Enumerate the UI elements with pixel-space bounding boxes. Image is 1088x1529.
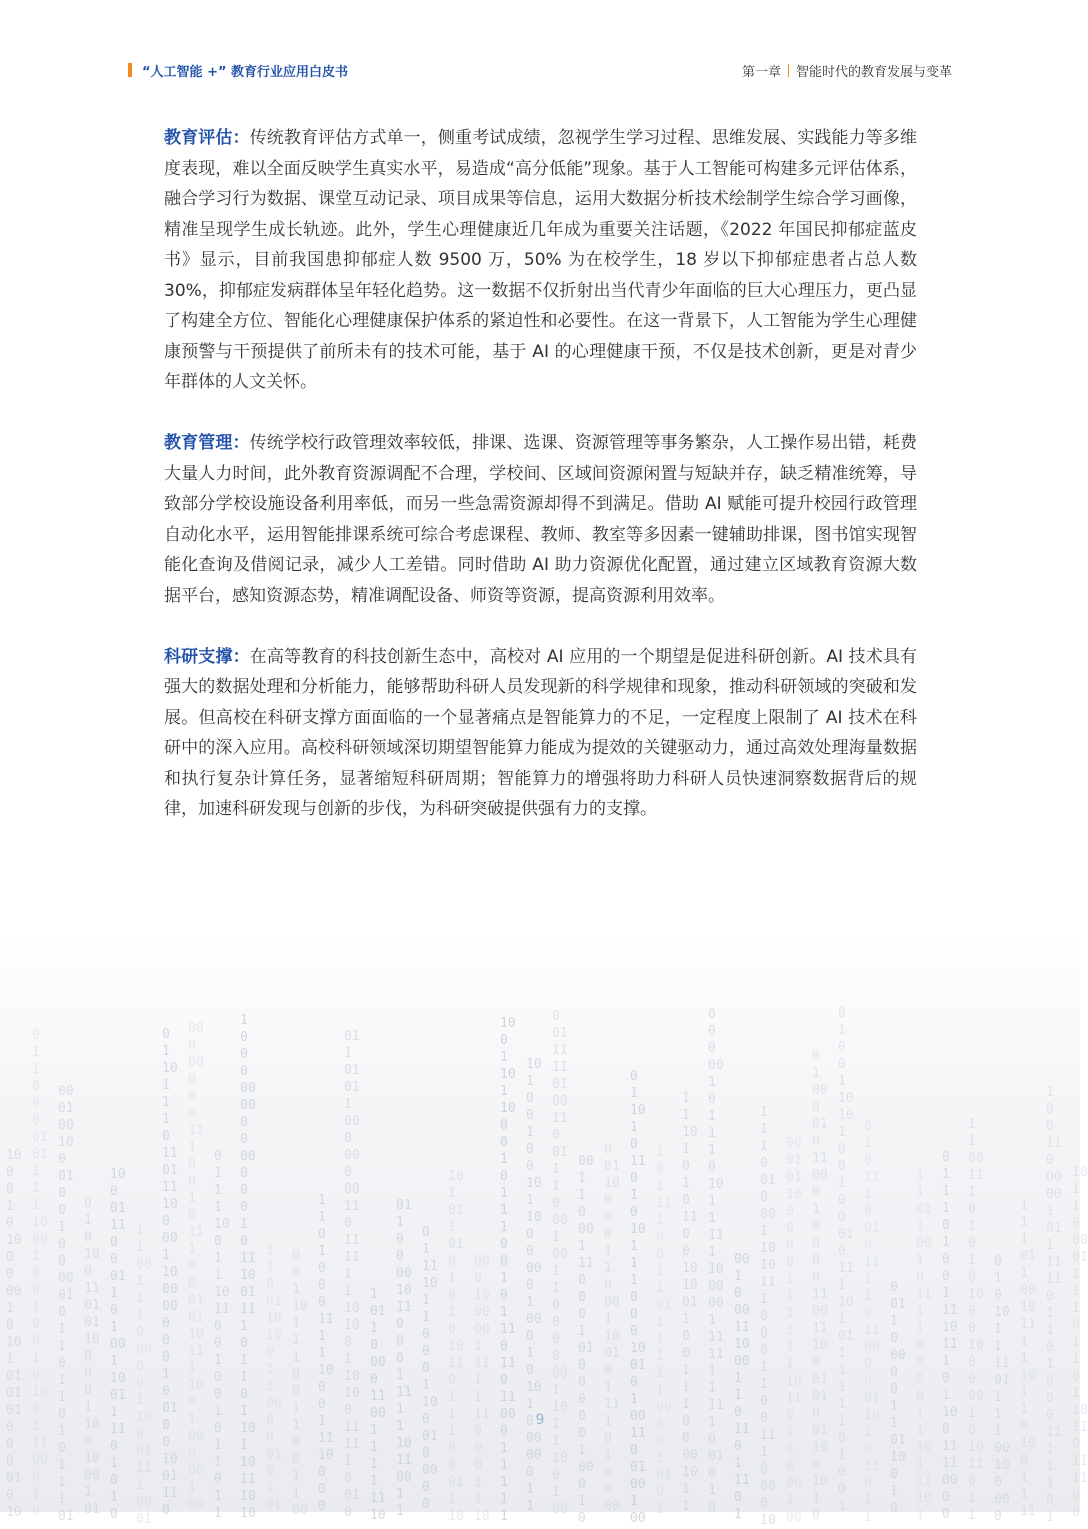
doc-title-text: “人工智能 +” 教育行业应用白皮书 <box>142 64 349 80</box>
binary-column: 0 1 0 10 1 1 11 01 1 1 1 00 10 0 00 0 <box>994 1254 1010 1524</box>
paragraph-text: 传统学校行政管理效率较低，排课、选课、资源管理等事务繁杂，人工操作易出错，耗费大量人力时间，此外教育资源调配不合理，学校间、区域间资源闲置与短缺并存，缺乏精准统筹，导致部分学校设施设备利用率低，而另一些急需资源却得不到满足。借助 AI 赋能可提升校园行政管理自动化水平，运用智能排课系统可综合考虑课程、教师、教室等多因素一键辅助排课，图书馆实现智能化查询及借阅记录，减少人工差错。同时借助 AI 助力资源优化配置，通过建立区域教育资源大数据平台，感知资源态势，精准调配设备、师资等资源，提高资源利用效率。 <box>164 433 918 606</box>
binary-column: 0 0 1 10 1 1 1 0 0 1 1 0 0 1 1 00 <box>292 1248 308 1518</box>
binary-column: 1 1 00 1 1 1 0 00 0 0 1 10 0 01 11 1 00 01 <box>136 1223 152 1527</box>
binary-column: 1 01 1 0 00 0 11 00 1 1 1 1 11 10 <box>370 1287 386 1523</box>
binary-column: 00 0 00 0 0 0 11 1 0 0 1 0 11 1 0 0 01 01 10 11 1 10 0 1 00 0 00 1 00 <box>188 1021 204 1512</box>
binary-column: 0 1 0 0 1 10 10 1 0 0 1 0 0 01 0 11 1 10 1 01 1 1 1 1 1 0 1 0 0 1 <box>838 1006 854 1514</box>
paragraph-lead: 教育评估： <box>164 128 250 148</box>
binary-column: 0 1 00 0 01 0 11 00 0 1 0 0 0 0 11 00 11 10 0 01 01 0 01 10 0 10 1 0 <box>812 1049 828 1523</box>
binary-column: 01 1 01 01 1 00 0 00 0 00 11 0 11 11 1 1 10 10 0 1 10 10 0 11 11 1 0 01 0 <box>344 1029 360 1520</box>
binary-column: 00 0 10 00 00 1 11 1 1 11 0 0 0 1 1 10 <box>474 1254 490 1524</box>
divider <box>788 64 789 77</box>
binary-rain-decoration <box>0 1000 1088 1528</box>
accent-bar <box>128 63 132 77</box>
paragraph-text: 传统教育评估方式单一，侧重考试成绩，忽视学生学习过程、思维发展、实践能力等多维度表现，难以全面反映学生真实水平，易造成“高分低能”现象。基于人工智能可构建多元评估体系，融合学习行为数据、课堂互动记录、项目成果等信息，运用大数据分析技术绘制学生综合学习画像，精准呈现学生成长轨迹。此外，学生心理健康近几年成为重要关注话题，《2022 年国民抑郁症蓝皮书》显示，目前我国患抑郁症人数 9500 万，50% 为在校学生，18 岁以下抑郁症患者占总人数 30%，抑郁症发病群体呈年轻化趋势。这一数据不仅折射出当代青少年面临的巨大心理压力，更凸显了构建全方位、智能化心理健康保护体系的紧迫性和必要性。在这一背景下，人工智能为学生心理健康预警与干预提供了前所未有的技术可能，基于 AI 的心理健康干预，不仅是技术创新，更是对青少年群体的人文关怀。 <box>164 128 918 392</box>
binary-column: 0 1 0 11 1 0 01 0 11 1 1 0 11 00 0 0 01 10 1 0 11 0 1 1 <box>864 1119 880 1525</box>
binary-column: 1 1 1 01 1 00 10 11 1 1 10 1 1 0 10 0 1 1 11 <box>1020 1198 1036 1519</box>
binary-column: 00 01 01 10 0 0 0 0 1 1 1 1 1 1 10 11 0 1 0 0 00 1 00 <box>786 1136 802 1525</box>
binary-column: 0 1 10 1 0 11 0 1 0 10 1 1 1 0 0 0 10 01 0 1 00 11 0 01 00 1 00 <box>630 1069 646 1526</box>
binary-column: 0 1 10 1 1 1 0 11 01 11 10 0 00 1 10 00 00 0 0 0 1 0 01 0 0 10 01 11 0 <box>162 1027 178 1518</box>
chapter-number: 第一章 <box>741 64 781 80</box>
chapter-title: 智能时代的教育发展与变革 <box>795 64 952 80</box>
paragraph-research-support <box>164 642 917 825</box>
paragraph-text: 在高等教育的科技创新生态中，高校对 AI 应用的一个期望是促进科研创新。AI 技术具有强大的数据处理和分析能力，能够帮助科研人员发现新的科学规律和现象，推动科研领域的突破和发展。但高校在科研支撑方面面临的一个显著痛点是智能算力的不足，一定程度上限制了 AI 技术在科研中的深入应用。高校科研领域深切期望智能算力能成为提效的关键驱动力，通过高效处理海量数据和执行复杂计算任务，显著缩短科研周期；智能算力的增强将助力科研人员快速洞察数据背后的规律，加速科研发现与创新的步伐，为科研突破提供强有力的支撑。 <box>164 646 918 819</box>
paragraph-education-evaluation <box>164 123 917 398</box>
binary-column: 10 1 0 0 1 0 0 10 1 10 0 0 00 0 1 00 0 1 0 10 1 0 00 00 0 1 1 <box>526 1057 542 1514</box>
binary-column: 10 1 1 0 00 01 1 1 1 0 1 1 0 1 10 11 0 11 11 0 0 <box>1072 1165 1088 1520</box>
binary-column: 1 1 0 1 0 0 0 11 1 1 10 0 0 1 11 10 0 0 0 <box>318 1193 334 1514</box>
binary-column: 0 1 1 1 10 0 1 1 10 11 0 0 1 0 0 1 0 1 1 0 1 1 <box>214 1149 230 1521</box>
binary-column: 0 1 1 0 0 0 01 01 1 1 1 10 00 1 0 0 1 0 0 1 0 10 0 1 11 00 0 1 0 <box>32 1028 48 1519</box>
doc-title <box>128 61 348 80</box>
chapter-label <box>742 61 952 80</box>
paragraph-education-management <box>164 428 917 611</box>
binary-column: 0 01 1 0 00 0 0 1 1 01 10 0 1 0 <box>890 1280 906 1516</box>
page-number: 9 <box>535 1412 545 1428</box>
binary-column: 1 0 0 0 00 00 0 0 00 0 0 0 1 0 11 10 01 11 1 0 1 1 0 1 10 1 10 11 10 10 <box>240 1013 256 1521</box>
binary-column: 1 1 01 1 00 1 0 11 1 1 0 0 0 0 1 1 10 1 11 10 1 <box>916 1168 932 1523</box>
binary-column: 1 1 0 01 10 10 0 1 1 00 0 0 01 0 1 01 <box>266 1243 282 1513</box>
binary-column: 10 0 0 1 0 10 0 0 00 1 0 10 1 01 01 01 0 0 0 01 0 10 <box>6 1148 22 1520</box>
binary-column: 00 01 00 10 0 01 0 0 1 0 0 00 01 0 1 1 0 1 1 0 1 0 1 1 1 01 <box>58 1084 74 1524</box>
binary-column: 1 0 0 11 0 00 00 1 01 1 11 11 0 1 1 0 1 0 0 0 11 1 1 1 0 1 <box>1046 1085 1062 1525</box>
binary-column: 1 1 1 0 01 0 00 1 10 10 11 1 0 0 0 1 1 0 0 11 1 0 00 0 10 <box>760 1105 776 1528</box>
binary-column: 1 1 00 11 1 0 1 0 1 0 10 0 0 10 0 0 00 1 0 10 11 0 1 1 <box>968 1117 984 1523</box>
binary-column: 1 1 10 1 0 1 0 11 0 0 10 10 01 1 0 0 1 1 1 0 0 00 10 1 1 <box>682 1091 698 1514</box>
binary-column: 10 0 01 11 0 0 01 1 0 1 00 1 10 01 1 11 0 1 0 1 0 <box>110 1167 126 1522</box>
binary-column: 10 0 1 10 1 10 0 0 1 0 1 1 1 0 0 1 0 1 11 0 11 0 11 00 0 1 1 1 1 1 <box>500 1016 516 1524</box>
binary-column: 0 01 10 0 0 0 1 1 0 00 1 10 01 0 1 11 1 0 1 0 0 00 <box>604 1142 620 1514</box>
binary-column: 0 1 0 10 0 11 01 01 10 0 0 0 1 10 0 10 00 1 01 <box>84 1196 100 1517</box>
binary-column: 1 0 1 11 1 0 0 1 1 01 1 1 1 1 1 00 0 0 1 01 0 1 <box>656 1145 672 1517</box>
body-text <box>164 123 917 855</box>
binary-column: 0 01 11 11 01 00 11 0 01 1 1 0 00 1 00 1 1 0 0 0 0 00 1 10 1 1 10 0 1 00 <box>552 1009 568 1517</box>
binary-column: 01 1 0 0 00 10 11 0 0 0 1 11 1 1 10 11 00 1 1 <box>396 1198 412 1519</box>
page-header <box>128 60 952 80</box>
binary-column: 0 0 0 00 1 0 1 1 1 0 10 1 1 11 1 10 00 00 1 11 11 1 1 11 1 0 01 0 1 0 <box>708 1007 724 1515</box>
paragraph-lead: 教育管理： <box>164 433 250 453</box>
binary-column: 0 1 11 10 1 1 0 0 0 1 10 0 01 0 00 0 0 <box>422 1225 438 1512</box>
binary-column: 00 1 0 00 11 10 00 1 1 0 11 0 1 11 0 1 <box>734 1252 750 1522</box>
binary-column: 0 1 1 1 0 1 0 0 1 11 10 11 1 0 1 10 0 11 11 00 0 0 <box>942 1150 958 1522</box>
binary-column: 10 1 01 1 01 0 1 0 1 0 10 11 0 1 1 1 0 0 01 1 10 <box>448 1169 464 1524</box>
paragraph-lead: 科研支撑： <box>164 646 250 667</box>
binary-column: 00 1 1 0 00 1 11 0 0 0 1 01 0 0 0 0 0 1 00 0 1 0 <box>578 1154 594 1526</box>
